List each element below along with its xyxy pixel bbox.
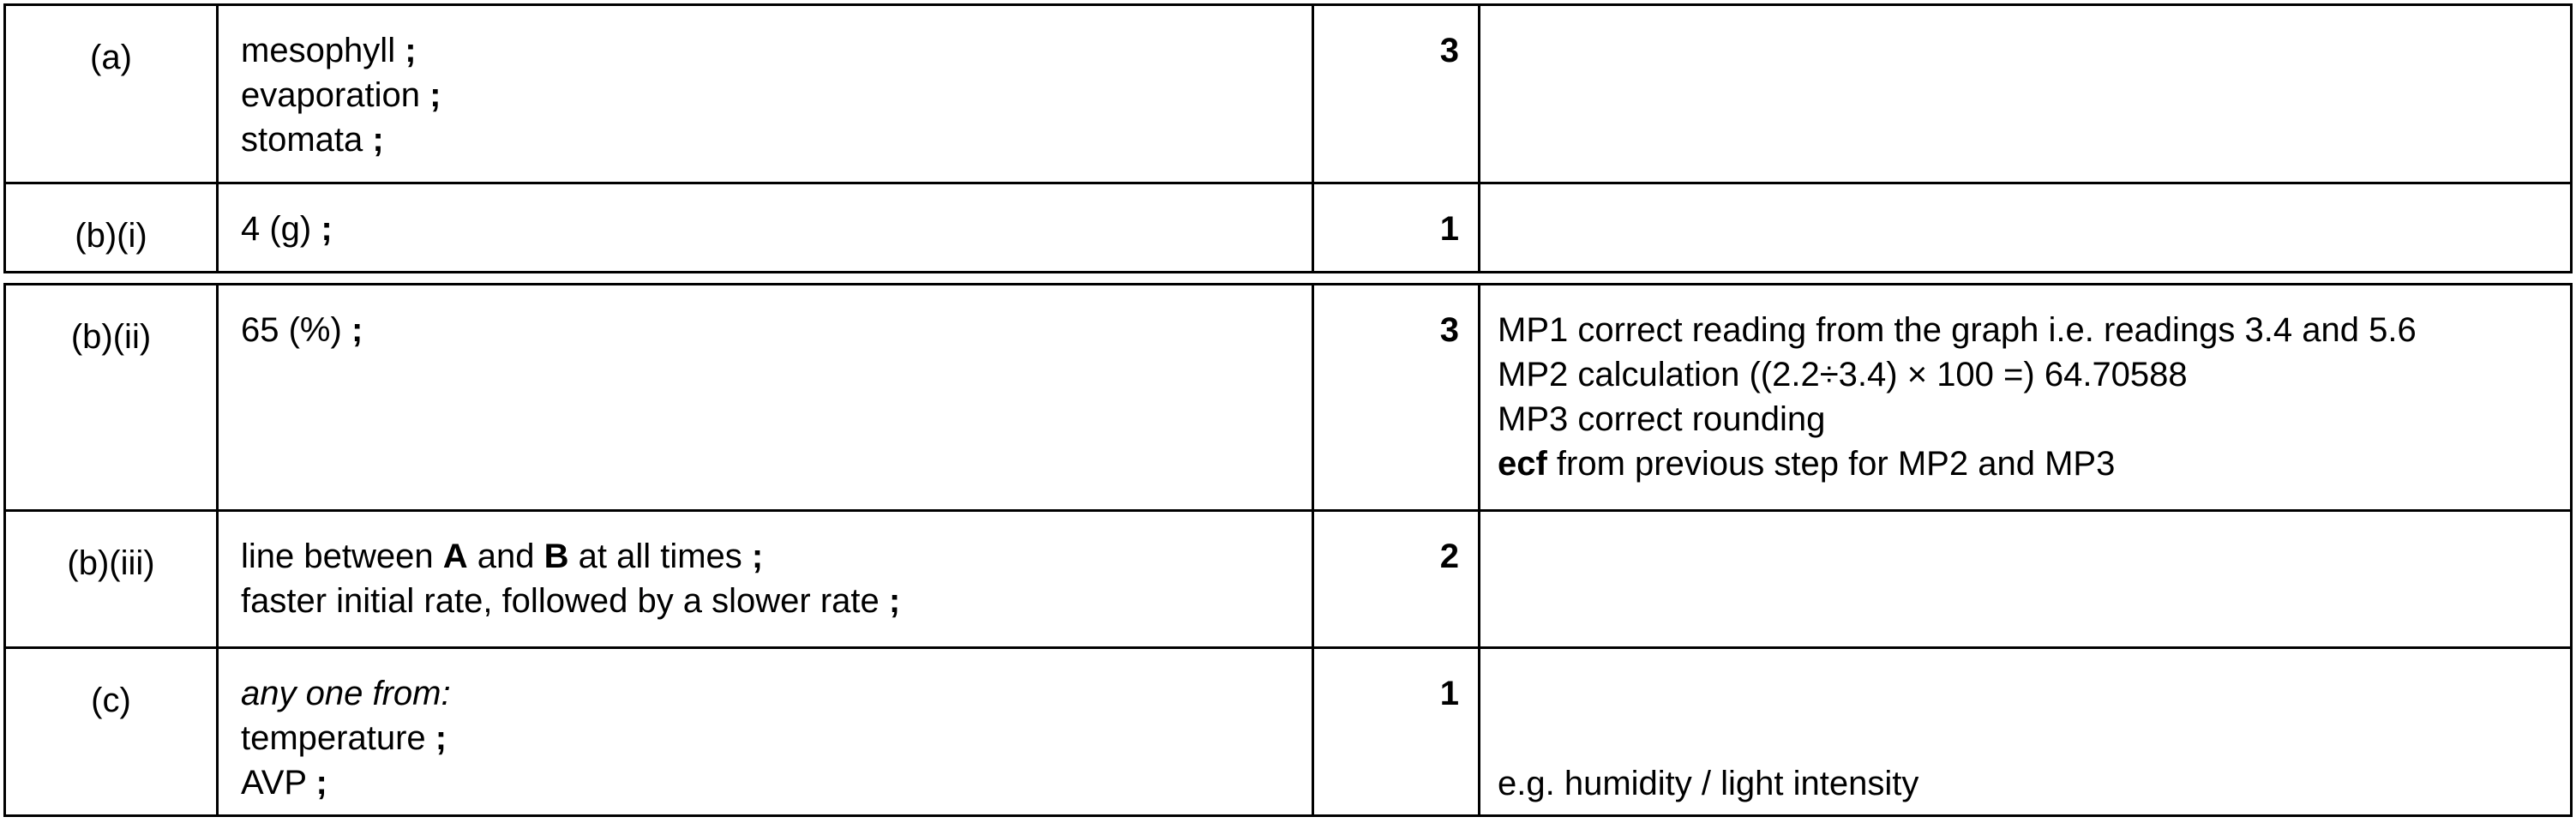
answer-line: faster initial rate, followed by a slower rate ; [241, 582, 901, 620]
marks-cell: 1 [1313, 648, 1480, 816]
answer-line: 4 (g) ; [241, 210, 333, 248]
guidance-cell [1480, 511, 2572, 648]
answer-line: line between A and B at all times ; [241, 538, 764, 575]
guidance-line: MP3 correct rounding [1498, 400, 1826, 438]
guidance-line: e.g. humidity / light intensity [1498, 765, 1919, 802]
answer-line: mesophyll ; [241, 32, 417, 69]
mark-scheme-table-1 [3, 3, 2573, 273]
guidance-cell [1480, 5, 2572, 183]
marks-cell: 3 [1313, 5, 1480, 183]
answer-intro: any one from: [241, 675, 451, 712]
marks-cell: 1 [1313, 183, 1480, 273]
table-row-b-iii [5, 511, 2572, 648]
guidance-cell [1480, 285, 2572, 511]
answer-line: 65 (%) ; [241, 311, 363, 349]
marks-cell: 3 [1313, 285, 1480, 511]
answer-line: AVP ; [241, 764, 327, 802]
guidance-cell [1480, 183, 2572, 273]
answer-line: evaporation ; [241, 76, 441, 114]
question-number: (a) [5, 5, 218, 183]
answer-cell [218, 648, 1313, 816]
table-row-b-ii [5, 285, 2572, 511]
guidance-line: MP1 correct reading from the graph i.e. readings 3.4 and 5.6 [1498, 311, 2417, 349]
table-row-b-i [5, 183, 2572, 273]
question-number: (b)(ii) [5, 285, 218, 511]
marks-cell: 2 [1313, 511, 1480, 648]
answer-cell [218, 285, 1313, 511]
guidance-line: ecf from previous step for MP2 and MP3 [1498, 445, 2116, 483]
answer-cell [218, 511, 1313, 648]
question-number: (c) [5, 648, 218, 816]
table-row-a [5, 5, 2572, 183]
answer-line: temperature ; [241, 719, 447, 757]
answer-cell [218, 183, 1313, 273]
question-number: (b)(iii) [5, 511, 218, 648]
guidance-cell [1480, 648, 2572, 816]
answer-line: stomata ; [241, 121, 384, 159]
guidance-line: MP2 calculation ((2.2÷3.4) × 100 =) 64.70588 [1498, 356, 2188, 393]
question-number: (b)(i) [5, 183, 218, 273]
table-row-c [5, 648, 2572, 816]
mark-scheme-table-2 [3, 283, 2573, 817]
answer-cell [218, 5, 1313, 183]
